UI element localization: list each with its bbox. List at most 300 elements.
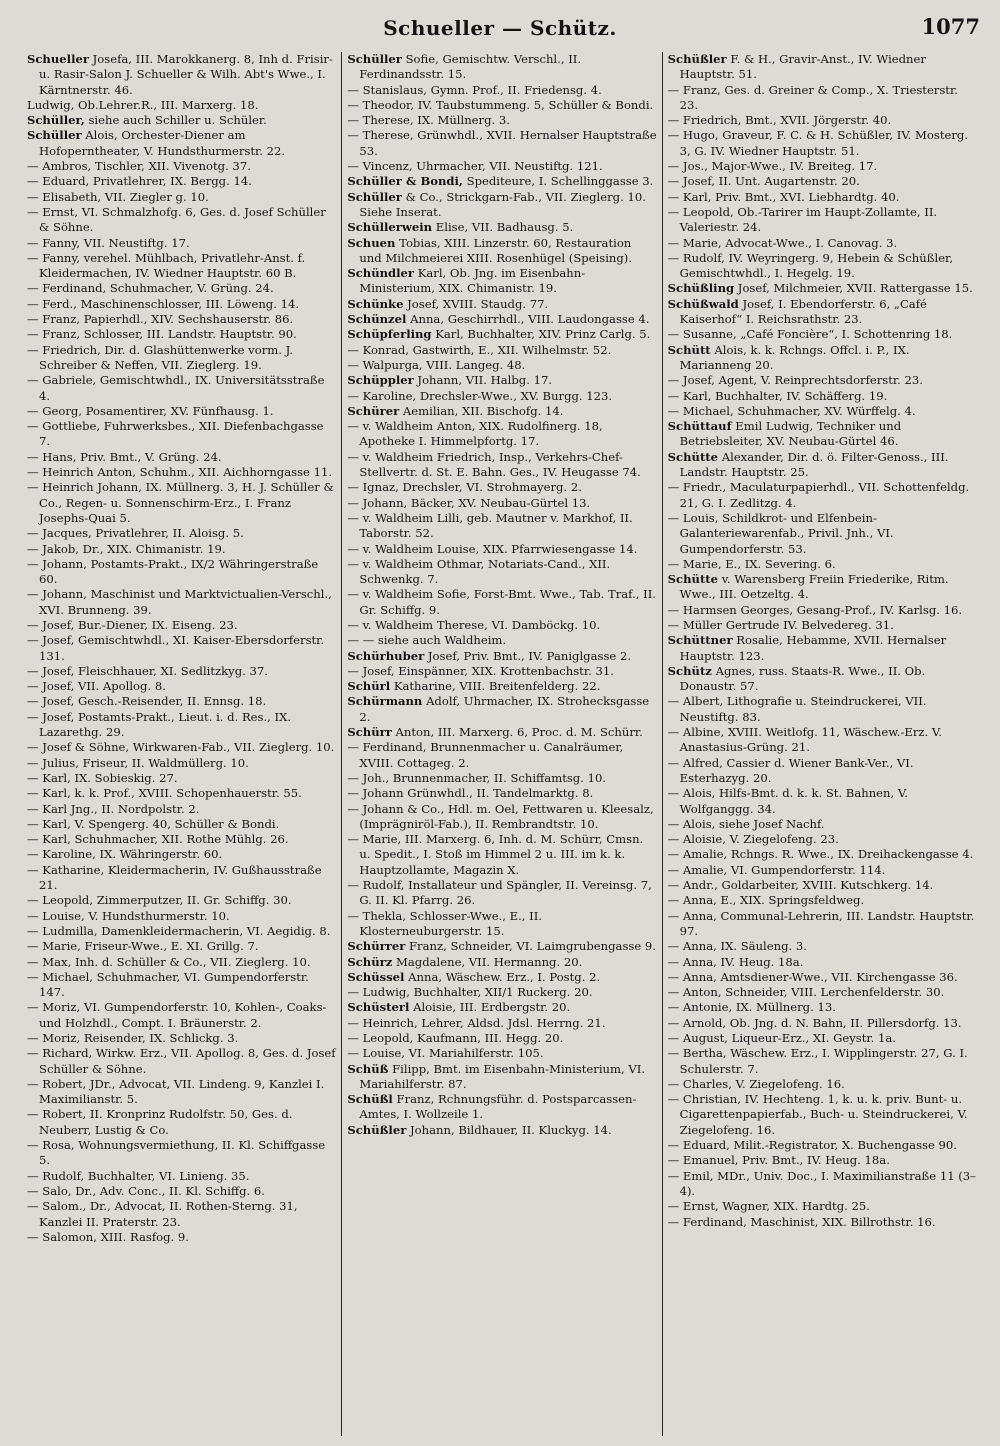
directory-entry bbox=[27, 542, 336, 557]
entry-text: — Emanuel, Priv. Bmt., IV. Heug. 18a. bbox=[667, 1153, 890, 1168]
entry-text: — Marie, III. Marxerg. 6, Inh. d. M. Schürr, Cmsn. u. Spedit., I. Stoß im Himmel 2 u. III. im k. k. Hauptzollamte, Magazin X. bbox=[347, 832, 644, 877]
directory-entry bbox=[27, 587, 336, 618]
entry-text: — Susanne, „Café Foncière“, I. Schottenring 18. bbox=[667, 327, 953, 342]
directory-entry bbox=[27, 786, 336, 801]
entry-text: — Karl, k. k. Prof., XVIII. Schopenhauerstr. 55. bbox=[27, 786, 302, 801]
directory-entry bbox=[668, 603, 977, 618]
entry-surname: Schürz bbox=[347, 954, 393, 969]
directory-entry bbox=[347, 480, 656, 495]
directory-entry bbox=[27, 633, 336, 664]
entry-surname: Schürmann bbox=[347, 694, 423, 709]
entry-text: — Josef, Einspänner, XIX. Krottenbachstr. 31. bbox=[347, 663, 614, 678]
directory-entry bbox=[668, 985, 977, 1000]
directory-entry bbox=[27, 802, 336, 817]
column-3 bbox=[662, 52, 982, 1436]
entry-text: — Salom., Dr., Advocat, II. Rothen-Sterng. 31, Kanzlei II. Praterstr. 23. bbox=[27, 1199, 298, 1229]
directory-entry bbox=[668, 1046, 977, 1077]
entry-text: — Aloisie, V. Ziegelofeng. 23. bbox=[667, 832, 839, 847]
directory-entry bbox=[27, 679, 336, 694]
directory-entry bbox=[27, 174, 336, 189]
entry-text: — Ferd., Maschinenschlosser, III. Löweng. 14. bbox=[27, 296, 300, 311]
entry-text: — Josef, Gesch.-Reisender, II. Ennsg. 18. bbox=[27, 694, 267, 709]
entry-text: — Karl, IX. Sobieskig. 27. bbox=[27, 770, 178, 785]
directory-entry bbox=[347, 633, 656, 648]
directory-entry bbox=[347, 496, 656, 511]
entry-text: Sofie, Gemischtw. Verschl., II. Ferdinandsstr. 15. bbox=[359, 52, 582, 82]
directory-entry bbox=[347, 220, 656, 235]
entry-text: — Marie, Advocat-Wwe., I. Canovag. 3. bbox=[667, 235, 898, 250]
entry-text: — Andr., Goldarbeiter, XVIII. Kutschkerg. 14. bbox=[667, 878, 934, 893]
entry-text: — Jakob, Dr., XIX. Chimanistr. 19. bbox=[27, 541, 226, 556]
page-title: Schueller — Schütz. bbox=[383, 16, 617, 40]
entry-surname: Schüpferling bbox=[347, 327, 432, 342]
entry-text: — Fanny, verehel. Mühlbach, Privatlehr-Anst. f. Kleidermachen, IV. Wiedner Hauptstr. 60 B. bbox=[27, 250, 306, 281]
entry-text: — Konrad, Gastwirth, E., XII. Wilhelmstr. 52. bbox=[347, 342, 612, 357]
entry-text: — Albert, Lithografie u. Steindruckerei, VII. Neustiftg. 83. bbox=[667, 694, 927, 724]
entry-text: — Hugo, Graveur, F. C. & H. Schüßler, IV. Mosterg. 3, G. IV. Wiedner Hauptstr. 51. bbox=[667, 128, 969, 158]
entry-text: — Max, Inh. d. Schüller & Co., VII. Zieglerg. 10. bbox=[27, 954, 311, 969]
entry-text: — Joh., Brunnenmacher, II. Schiffamtsg. 10. bbox=[347, 770, 607, 785]
entry-text: siehe auch Schiller u. Schüler. bbox=[88, 113, 267, 128]
entry-text: — Michael, Schuhmacher, VI. Gumpendorferstr. 147. bbox=[27, 969, 309, 1000]
directory-entry bbox=[668, 1077, 977, 1092]
entry-text: — Müller Gertrude IV. Belvedereg. 31. bbox=[667, 617, 894, 632]
entry-text: — Jos., Major-Wwe., IV. Breiteg. 17. bbox=[667, 159, 878, 174]
directory-entry bbox=[347, 1046, 656, 1061]
directory-entry bbox=[27, 847, 336, 862]
directory-entry bbox=[668, 878, 977, 893]
directory-entry bbox=[27, 664, 336, 679]
directory-entry bbox=[347, 511, 656, 542]
entry-surname: Schueller bbox=[27, 52, 89, 66]
entry-text: Karl, Ob. Jng. im Eisenbahn-Ministerium, XIX. Chimanistr. 19. bbox=[359, 266, 586, 296]
entry-text: v. Warensberg Freiin Friederike, Ritm. Wwe., III. Oetzeltg. 4. bbox=[679, 572, 949, 602]
entry-surname: Schürr bbox=[347, 725, 392, 740]
entry-text: — Anna, Communal-Lehrerin, III. Landstr. Hauptstr. 97. bbox=[667, 908, 975, 938]
entry-text: Alois, k. k. Rchngs. Offcl. i. P., IX. Marianneng 20. bbox=[679, 342, 910, 372]
directory-entry bbox=[668, 756, 977, 787]
column-2 bbox=[341, 52, 661, 1436]
directory-entry bbox=[668, 419, 977, 450]
directory-entry bbox=[668, 113, 977, 128]
entry-surname: Schürrer bbox=[347, 939, 406, 954]
directory-entry bbox=[27, 419, 336, 450]
directory-entry bbox=[27, 939, 336, 954]
entry-text: — Michael, Schuhmacher, XV. Würffelg. 4. bbox=[667, 403, 916, 418]
entry-text: — Alois, siehe Josef Nachf. bbox=[667, 816, 825, 831]
directory-entry bbox=[668, 236, 977, 251]
directory-entry bbox=[668, 52, 977, 83]
entry-surname: Schüßler bbox=[667, 52, 727, 66]
entry-surname: Schüller bbox=[347, 52, 402, 66]
entry-text: — — siehe auch Waldheim. bbox=[347, 633, 507, 648]
entry-text: — Moriz, Reisender, IX. Schlickg. 3. bbox=[27, 1031, 239, 1045]
entry-text: — Karl, Schuhmacher, XII. Rothe Mühlg. 26. bbox=[27, 832, 289, 847]
directory-entry bbox=[668, 618, 977, 633]
entry-text: — Gottliebe, Fuhrwerksbes., XII. Diefenbachgasse 7. bbox=[27, 419, 324, 449]
entry-text: Rosalie, Hebamme, XVII. Hernalser Hauptstr. 123. bbox=[679, 633, 947, 663]
entry-text: Johann, VII. Halbg. 17. bbox=[417, 373, 553, 388]
directory-entry bbox=[668, 817, 977, 832]
directory-entry bbox=[668, 1016, 977, 1031]
directory-entry bbox=[668, 373, 977, 388]
entry-text: Katharine, VIII. Breitenfelderg. 22. bbox=[393, 679, 601, 694]
directory-entry bbox=[668, 327, 977, 342]
directory-entry bbox=[27, 312, 336, 327]
entry-text: — Ludwig, Buchhalter, XII/1 Ruckerg. 20. bbox=[347, 985, 593, 1000]
directory-entry bbox=[668, 725, 977, 756]
entry-text: — Franz, Schlosser, III. Landstr. Hauptstr. 90. bbox=[27, 327, 297, 342]
entry-text: Franz, Schneider, VI. Laimgrubengasse 9. bbox=[409, 939, 656, 954]
entry-text: Aemilian, XII. Bischofg. 14. bbox=[402, 403, 564, 418]
entry-text: — Arnold, Ob. Jng. d. N. Bahn, II. Pillersdorfg. 13. bbox=[667, 1015, 962, 1030]
entry-surname: Schünke bbox=[347, 296, 404, 311]
entry-text: — Marie, E., IX. Severing. 6. bbox=[667, 556, 836, 571]
directory-entry bbox=[27, 373, 336, 404]
entry-text: — Anna, IX. Säuleng. 3. bbox=[667, 939, 807, 954]
directory-entry bbox=[27, 1199, 336, 1230]
directory-entry bbox=[27, 205, 336, 236]
directory-entry bbox=[27, 970, 336, 1001]
entry-surname: Schüller & Bondi, bbox=[347, 174, 463, 189]
entry-text: — v. Waldheim Louise, XIX. Pfarrwiesengasse 14. bbox=[347, 541, 638, 556]
directory-entry bbox=[347, 649, 656, 664]
entry-text: — Albine, XVIII. Weitlofg. 11, Wäschew.-Erz. V. Anastasius-Grüng. 21. bbox=[667, 725, 942, 755]
page-header bbox=[20, 10, 980, 46]
entry-text: — Heinrich Johann, IX. Müllnerg. 3, H. J. Schüller & Co., Regen- u. Sonnenschirm-Erz., I. Franz Josephs-Quai 5. bbox=[27, 480, 334, 525]
directory-entry bbox=[27, 236, 336, 251]
directory-entry bbox=[668, 1153, 977, 1168]
directory-entry bbox=[668, 572, 977, 603]
directory-entry bbox=[668, 1199, 977, 1214]
entry-text: — Salo, Dr., Adv. Conc., II. Kl. Schiffg. 6. bbox=[27, 1183, 265, 1198]
entry-text: Josef, I. Ebendorferstr. 6, „Café Kaiserhof“ I. Reichsrathstr. 23. bbox=[679, 296, 927, 327]
directory-entry bbox=[668, 893, 977, 908]
entry-text: — Louise, VI. Mariahilferstr. 105. bbox=[347, 1046, 544, 1061]
entry-text: — Josef, Gemischtwhdl., XI. Kaiser-Ebersdorferstr. 131. bbox=[27, 633, 325, 663]
entry-text: — v. Waldheim Anton, XIX. Rudolfinerg. 18, Apotheke I. Himmelpfortg. 17. bbox=[347, 419, 603, 449]
entry-text: — v. Waldheim Sofie, Forst-Bmt. Wwe., Tab. Traf., II. Gr. Schiffg. 9. bbox=[347, 587, 656, 617]
directory-entry bbox=[668, 832, 977, 847]
entry-text: — Rosa, Wohnungsvermiethung, II. Kl. Schiffgasse 5. bbox=[27, 1138, 326, 1168]
directory-entry bbox=[347, 970, 656, 985]
entry-text: — v. Waldheim Othmar, Notariats-Cand., XII. Schwenkg. 7. bbox=[347, 556, 611, 587]
entry-text: — Karoline, IX. Währingerstr. 60. bbox=[27, 847, 223, 862]
entry-text: Johann, Bildhauer, II. Kluckyg. 14. bbox=[410, 1122, 612, 1137]
entry-text: — Amalie, Rchngs. R. Wwe., IX. Dreihackengasse 4. bbox=[667, 847, 974, 862]
directory-entry bbox=[27, 465, 336, 480]
entry-text: — Josef, VII. Apollog. 8. bbox=[27, 679, 166, 694]
entry-text: — Leopold, Kaufmann, III. Hegg. 20. bbox=[347, 1031, 564, 1045]
directory-entry bbox=[668, 633, 977, 664]
directory-entry bbox=[27, 404, 336, 419]
directory-entry bbox=[347, 725, 656, 740]
entry-text: — Karl, Buchhalter, IV. Schäfferg. 19. bbox=[667, 388, 888, 403]
entry-text: — Hans, Priv. Bmt., V. Grüng. 24. bbox=[27, 449, 222, 464]
entry-text: — Ignaz, Drechsler, VI. Strohmayerg. 2. bbox=[347, 480, 582, 495]
entry-text: Emil Ludwig, Techniker und Betriebsleiter, XV. Neubau-Gürtel 46. bbox=[679, 419, 902, 449]
entry-text: — Leopold, Zimmerputzer, II. Gr. Schiffg. 30. bbox=[27, 893, 292, 908]
entry-text: — Thekla, Schlosser-Wwe., E., II. Klosterneuburgerstr. 15. bbox=[347, 908, 542, 938]
directory-entry bbox=[347, 174, 656, 189]
entry-text: — v. Waldheim Friedrich, Insp., Verkehrs-Chef-Stellvertr. d. St. E. Bahn. Ges., IV. Heugasse 74. bbox=[347, 449, 641, 480]
entry-text: — Josef, Postamts-Prakt., Lieut. i. d. Res., IX. Lazarethg. 29. bbox=[27, 709, 292, 740]
entry-text: — Richard, Wirkw. Erz., VII. Apollog. 8, Ges. d. Josef Schüller & Söhne. bbox=[27, 1046, 336, 1076]
directory-entry bbox=[27, 863, 336, 894]
entry-text: — Josef & Söhne, Wirkwaren-Fab., VII. Zieglerg. 10. bbox=[27, 740, 335, 755]
entry-text: — Moriz, VI. Gumpendorferstr. 10, Kohlen-, Coaks- und Holzhdl., Compt. I. Bräunerstr. 2. bbox=[27, 1000, 327, 1030]
directory-entry bbox=[27, 480, 336, 526]
directory-entry bbox=[27, 909, 336, 924]
entry-text: Josefa, III. Marokkanerg. 8, Inh d. Frisir- u. Rasir-Salon J. Schueller & Wilh. Abt's Wwe., I. Kärntnerstr. 46. bbox=[39, 52, 333, 97]
directory-entry bbox=[347, 404, 656, 419]
entry-text: Anna, Wäschew. Erz., I. Postg. 2. bbox=[408, 969, 601, 984]
directory-entry bbox=[347, 312, 656, 327]
directory-entry bbox=[347, 587, 656, 618]
directory-entry bbox=[27, 694, 336, 709]
directory-entry bbox=[668, 404, 977, 419]
directory-entry bbox=[347, 190, 656, 221]
entry-surname: Schüppler bbox=[347, 373, 414, 388]
entry-text: — Rudolf, Buchhalter, VI. Linieng. 35. bbox=[27, 1168, 250, 1183]
entry-text: — Josef, Bur.-Diener, IX. Eiseng. 23. bbox=[27, 617, 238, 632]
directory-entry bbox=[668, 1138, 977, 1153]
directory-entry bbox=[668, 450, 977, 481]
directory-entry bbox=[347, 358, 656, 373]
entry-surname: Schüller, bbox=[27, 113, 85, 128]
entry-text: Aloisie, III. Erdbergstr. 20. bbox=[413, 1000, 571, 1015]
directory-entry bbox=[347, 802, 656, 833]
directory-entry bbox=[347, 1062, 656, 1093]
directory-entry bbox=[347, 236, 656, 267]
directory-entry bbox=[668, 694, 977, 725]
directory-entry bbox=[347, 771, 656, 786]
page-number: 1077 bbox=[921, 14, 980, 39]
entry-text: — Therese, Grünwhdl., XVII. Hernalser Hauptstraße 53. bbox=[347, 128, 657, 158]
entry-text: Anton, III. Marxerg. 6, Proc. d. M. Schürr. bbox=[395, 725, 643, 740]
entry-text: Elise, VII. Badhausg. 5. bbox=[435, 220, 574, 235]
directory-entry bbox=[27, 128, 336, 159]
directory-entry bbox=[347, 450, 656, 481]
entry-text: — Friedr., Maculaturpapierhdl., VII. Schottenfeldg. 21, G. I. Zedlitzg. 4. bbox=[667, 480, 970, 510]
directory-entry bbox=[668, 128, 977, 159]
entry-text: Tobias, XIII. Linzerstr. 60, Restauration und Milchmeierei XIII. Rosenhügel (Speising). bbox=[359, 235, 633, 265]
directory-entry bbox=[668, 970, 977, 985]
entry-text: — Ferdinand, Schuhmacher, V. Grüng. 24. bbox=[27, 281, 274, 296]
entry-text: — Friedrich, Bmt., XVII. Jörgerstr. 40. bbox=[667, 113, 892, 128]
directory-entry bbox=[27, 756, 336, 771]
entry-text: — Louis, Schildkrot- und Elfenbein-Galanteriewarenfab., Privil. Jnh., VI. Gumpendorferstr. 53. bbox=[667, 510, 894, 556]
directory-entry bbox=[347, 373, 656, 388]
directory-entry bbox=[347, 955, 656, 970]
entry-surname: Schürl bbox=[347, 679, 391, 694]
entry-text: — v. Waldheim Lilli, geb. Mautner v. Markhof, II. Taborstr. 52. bbox=[347, 510, 633, 541]
directory-entry bbox=[347, 679, 656, 694]
directory-entry bbox=[668, 389, 977, 404]
entry-text: — Antonie, IX. Müllnerg. 13. bbox=[667, 1000, 836, 1015]
entry-surname: Schüttner bbox=[667, 633, 733, 648]
directory-entry bbox=[27, 1046, 336, 1077]
directory-entry bbox=[668, 251, 977, 282]
directory-entry bbox=[347, 419, 656, 450]
entry-text: — Louise, V. Hundsthurmerstr. 10. bbox=[27, 908, 230, 923]
entry-text: — Rudolf, Installateur und Spängler, II. Vereinsg. 7, G. II. Kl. Pfarrg. 26. bbox=[347, 878, 652, 908]
entry-text: — Harmsen Georges, Gesang-Prof., IV. Karlsg. 16. bbox=[667, 602, 963, 617]
entry-surname: Schündler bbox=[347, 266, 415, 281]
entry-text: F. & H., Gravir-Anst., IV. Wiedner Hauptstr. 51. bbox=[679, 52, 926, 82]
directory-entry bbox=[347, 832, 656, 878]
entry-surname: Schüß bbox=[347, 1061, 389, 1076]
directory-entry bbox=[347, 1092, 656, 1123]
entry-text: — Alfred, Cassier d. Wiener Bank-Ver., VI. Esterhazyg. 20. bbox=[667, 755, 914, 785]
entry-text: — Friedrich, Dir. d. Glashüttenwerke vorm. J. Schreiber & Neffen, VII. Zieglerg. 19. bbox=[27, 342, 294, 372]
entry-surname: Schürhuber bbox=[347, 648, 425, 663]
entry-text: — Robert, II. Kronprinz Rudolfstr. 50, Ges. d. Neuberr, Lustig & Co. bbox=[27, 1107, 293, 1137]
entry-text: — Rudolf, IV. Weyringerg. 9, Hebein & Schüßler, Gemischtwhdl., I. Hegelg. 19. bbox=[667, 250, 954, 281]
directory-entry bbox=[347, 1031, 656, 1046]
directory-entry bbox=[347, 1000, 656, 1015]
directory-entry bbox=[668, 939, 977, 954]
directory-entry bbox=[668, 480, 977, 511]
entry-text: — Eduard, Privatlehrer, IX. Bergg. 14. bbox=[27, 174, 252, 189]
entry-text: — Theodor, IV. Taubstummeng. 5, Schüller & Bondi. bbox=[347, 97, 654, 112]
directory-entry bbox=[27, 893, 336, 908]
entry-text: — Ferdinand, Brunnenmacher u. Canalräumer, XVIII. Cottageg. 2. bbox=[347, 740, 624, 770]
entry-surname: Schüller bbox=[27, 128, 82, 143]
directory-entry bbox=[27, 1077, 336, 1108]
column-1 bbox=[22, 52, 341, 1436]
directory-entry bbox=[27, 1169, 336, 1184]
entry-text: — Josef, Fleischhauer, XI. Sedlitzkyg. 37. bbox=[27, 663, 268, 678]
entry-text: Franz, Rchnungsführ. d. Postsparcassen-Amtes, I. Wollzeile 1. bbox=[359, 1092, 637, 1122]
directory-entry bbox=[668, 1215, 977, 1230]
entry-text: — Anton, Schneider, VIII. Lerchenfelderstr. 30. bbox=[667, 985, 945, 1000]
directory-entry bbox=[668, 1092, 977, 1138]
entry-text: Magdalene, VII. Hermanng. 20. bbox=[396, 954, 583, 969]
entry-text: — Karoline, Drechsler-Wwe., XV. Burgg. 123. bbox=[347, 388, 613, 403]
directory-entry bbox=[668, 174, 977, 189]
entry-text: — Franz, Papierhdl., XIV. Sechshauserstr. 86. bbox=[27, 312, 294, 327]
entry-text: — Emil, MDr., Univ. Doc., I. Maximilianstraße 11 (3–4). bbox=[667, 1168, 976, 1198]
entry-text: Josef, Priv. Bmt., IV. Paniglgasse 2. bbox=[427, 648, 632, 663]
directory-entry bbox=[668, 190, 977, 205]
directory-entry bbox=[668, 159, 977, 174]
entry-surname: Schüßl bbox=[347, 1092, 393, 1107]
entry-text: — Bertha, Wäschew. Erz., I. Wipplingerstr. 27, G. I. Schulerstr. 7. bbox=[667, 1046, 968, 1076]
entry-text: — Vincenz, Uhrmacher, VII. Neustiftg. 121. bbox=[347, 159, 603, 174]
entry-surname: Schütz bbox=[667, 663, 712, 678]
entry-surname: Schüsterl bbox=[347, 1000, 410, 1015]
directory-entry bbox=[347, 939, 656, 954]
directory-entry bbox=[27, 297, 336, 312]
entry-text: Ludwig, Ob.Lehrer.R., III. Marxerg. 18. bbox=[27, 97, 259, 112]
entry-text: — Josef, II. Unt. Augartenstr. 20. bbox=[667, 174, 860, 189]
entry-text: — Katharine, Kleidermacherin, IV. Gußhausstraße 21. bbox=[27, 862, 322, 893]
directory-entry bbox=[27, 327, 336, 342]
entry-text: Agnes, russ. Staats-R. Wwe., II. Ob. Donaustr. 57. bbox=[679, 663, 926, 694]
directory-entry bbox=[27, 1107, 336, 1138]
directory-entry bbox=[347, 159, 656, 174]
directory-entry bbox=[27, 159, 336, 174]
entry-text: — Salomon, XIII. Rasfog. 9. bbox=[27, 1229, 189, 1244]
entry-text: — Heinrich Anton, Schuhm., XII. Aichhorngasse 11. bbox=[27, 465, 333, 480]
entry-text: — Stanislaus, Gymn. Prof., II. Friedensg. 4. bbox=[347, 82, 602, 97]
directory-entry bbox=[347, 909, 656, 940]
entry-text: & Co., Strickgarn-Fab., VII. Zieglerg. 10. Siehe Inserat. bbox=[359, 189, 646, 219]
entry-text: Anna, Geschirrhdl., VIII. Laudongasse 4. bbox=[410, 312, 650, 327]
directory-entry bbox=[347, 786, 656, 801]
entry-text: — Johann, Postamts-Prakt., IX/2 Währingerstraße 60. bbox=[27, 556, 319, 587]
entry-surname: Schüßler bbox=[347, 1122, 407, 1137]
entry-text: — Alois, Hilfs-Bmt. d. k. k. St. Bahnen, V. Wolfganggg. 34. bbox=[667, 786, 908, 816]
entry-text: Karl, Buchhalter, XIV. Prinz Carlg. 5. bbox=[435, 327, 651, 342]
directory-entry bbox=[347, 98, 656, 113]
entry-text: — Christian, IV. Hechteng. 1, k. u. k. priv. Bunt- u. Cigarettenpapierfab., Buch- u. Steindruckerei, V. Ziegelofeng. 16. bbox=[667, 1092, 968, 1137]
directory-entry bbox=[27, 817, 336, 832]
entry-text: — Anna, E., XIX. Springsfeldweg. bbox=[667, 893, 865, 908]
directory-entry bbox=[27, 281, 336, 296]
directory-entry bbox=[347, 128, 656, 159]
entry-text: — Johann & Co., Hdl. m. Oel, Fettwaren u. Kleesalz, (Imprägniröl-Fab.), II. Rembrandtstr. 10. bbox=[347, 801, 654, 831]
entry-text: — Anna, Amtsdiener-Wwe., VII. Kirchengasse 36. bbox=[667, 969, 958, 984]
entry-text: — Karl, V. Spengerg. 40, Schüller & Bondi. bbox=[27, 816, 280, 831]
entry-surname: Schüßling bbox=[667, 281, 735, 296]
entry-text: — Ferdinand, Maschinist, XIX. Billrothstr. 16. bbox=[667, 1214, 936, 1229]
directory-entry bbox=[27, 1184, 336, 1199]
entry-text: — Anna, IV. Heug. 18a. bbox=[667, 954, 804, 969]
directory-entry bbox=[27, 1138, 336, 1169]
directory-entry bbox=[347, 1123, 656, 1138]
directory-entry bbox=[668, 297, 977, 328]
directory-entry bbox=[668, 343, 977, 374]
directory-entry bbox=[347, 343, 656, 358]
directory-entry bbox=[668, 281, 977, 296]
directory-entry bbox=[347, 327, 656, 342]
entry-surname: Schüllerwein bbox=[347, 220, 433, 235]
directory-entry bbox=[347, 266, 656, 297]
entry-surname: Schüssel bbox=[347, 969, 405, 984]
entry-text: — Ernst, VI. Schmalzhofg. 6, Ges. d. Josef Schüller & Söhne. bbox=[27, 204, 326, 235]
directory-entry bbox=[347, 389, 656, 404]
directory-entry bbox=[347, 618, 656, 633]
entry-text: Alois, Orchester-Diener am Hofoperntheater, V. Hundsthurmerstr. 22. bbox=[39, 128, 286, 158]
directory-entry bbox=[668, 83, 977, 114]
entry-surname: Schürer bbox=[347, 403, 400, 418]
directory-entry bbox=[668, 1000, 977, 1015]
entry-text: Spediteure, I. Schellinggasse 3. bbox=[466, 174, 654, 189]
entry-text: — Therese, IX. Müllnerg. 3. bbox=[347, 113, 510, 128]
entry-surname: Schünzel bbox=[347, 312, 407, 327]
entry-text: — Heinrich, Lehrer, Aldsd. Jdsl. Herrng. 21. bbox=[347, 1015, 606, 1030]
directory-entry bbox=[27, 52, 336, 98]
entry-text: — Georg, Posamentirer, XV. Fünfhausg. 1. bbox=[27, 403, 274, 418]
entry-text: — Johann, Maschinist und Marktvictualien-Verschl., XVI. Brunneng. 39. bbox=[27, 587, 332, 617]
entry-surname: Schüller bbox=[347, 189, 402, 204]
directory-entry bbox=[27, 343, 336, 374]
directory-entry bbox=[27, 113, 336, 128]
entry-text: — Julius, Friseur, II. Waldmüllerg. 10. bbox=[27, 755, 249, 770]
directory-entry bbox=[27, 1230, 336, 1245]
directory-entry bbox=[347, 83, 656, 98]
entry-text: — v. Waldheim Therese, VI. Damböckg. 10. bbox=[347, 617, 601, 632]
directory-entry bbox=[27, 526, 336, 541]
entry-text: — Gabriele, Gemischtwhdl., IX. Universitätsstraße 4. bbox=[27, 373, 325, 403]
directory-entry bbox=[347, 113, 656, 128]
directory-entry bbox=[27, 190, 336, 205]
directory-entry bbox=[668, 557, 977, 572]
directory-entry bbox=[27, 98, 336, 113]
directory-entry bbox=[347, 694, 656, 725]
